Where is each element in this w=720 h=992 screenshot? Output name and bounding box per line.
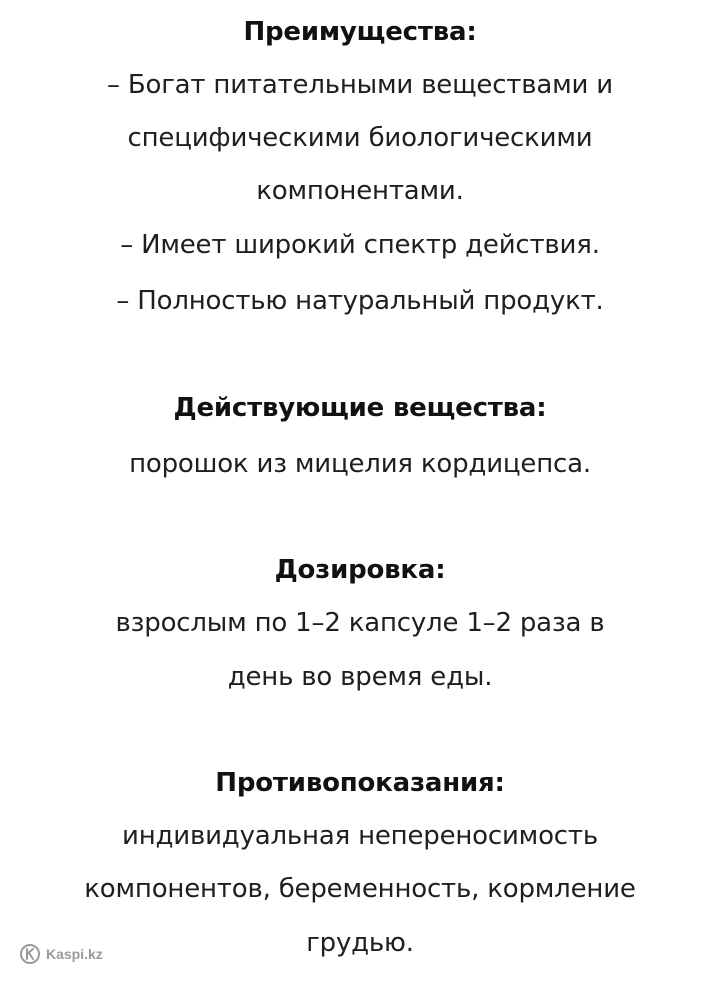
advantages-line: компонентами. (256, 176, 464, 206)
dosage-line: день во время еды. (227, 662, 493, 692)
kaspi-watermark (20, 944, 103, 964)
contraindications-line: индивидуальная непереносимость (122, 821, 598, 851)
contraindications-line: грудью. (306, 928, 414, 958)
advantages-line: – Имеет широкий спектр действия. (120, 230, 600, 260)
section-title-dosage: Дозировка: (274, 555, 446, 585)
watermark-text: Kaspi.kz (46, 946, 103, 962)
section-title-contraindications: Противопоказания: (215, 768, 505, 798)
advantages-line: специфическими биологическими (127, 123, 593, 153)
advantages-line: – Полностью натуральный продукт. (116, 286, 604, 316)
active-ingredients-line: порошок из мицелия кордицепса. (129, 449, 591, 479)
dosage-line: взрослым по 1–2 капсуле 1–2 раза в (115, 608, 605, 638)
section-title-active-ingredients: Действующие вещества: (173, 393, 547, 423)
contraindications-line: компонентов, беременность, кормление (84, 874, 636, 904)
kaspi-logo-icon (20, 944, 40, 964)
advantages-line: – Богат питательными веществами и (107, 70, 613, 100)
section-title-advantages: Преимущества: (243, 17, 477, 47)
